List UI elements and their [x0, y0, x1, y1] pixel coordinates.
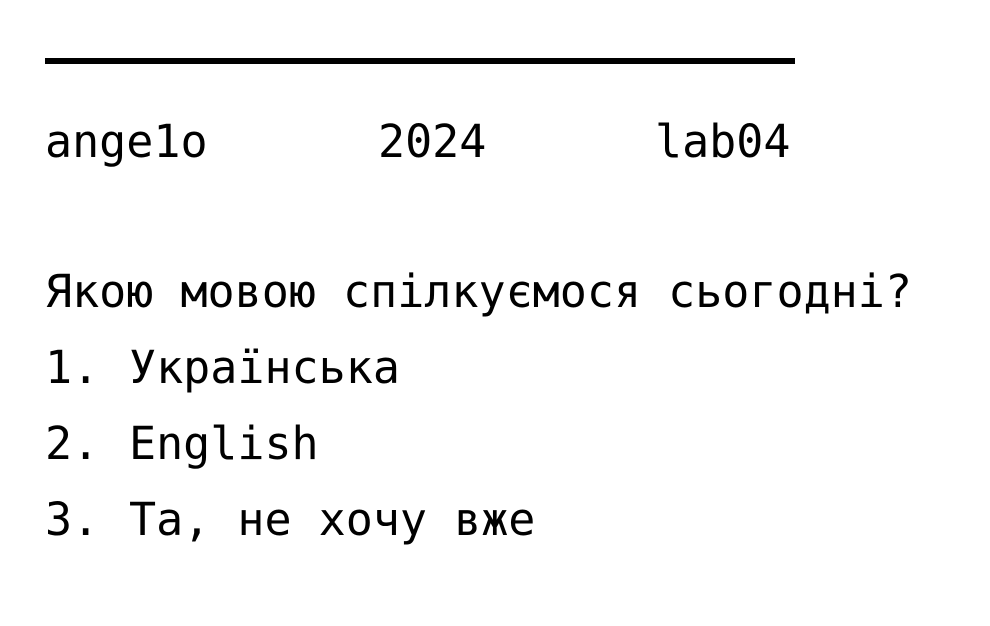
option-quit[interactable] — [45, 490, 535, 566]
options-list — [45, 338, 535, 566]
author-label: ange1o — [45, 115, 208, 168]
year-label: 2024 — [378, 115, 487, 168]
option-english[interactable] — [45, 414, 535, 490]
option-number: 2. — [45, 417, 100, 470]
option-ukrainian[interactable] — [45, 338, 535, 414]
option-label: Українська — [129, 341, 400, 394]
header-row — [0, 112, 990, 172]
option-label: English — [129, 417, 319, 470]
option-number: 3. — [45, 493, 100, 546]
header-divider — [45, 58, 795, 64]
question-text: Якою мовою спілкуємося сьогодні? — [45, 265, 912, 318]
lab-label: lab04 — [655, 115, 791, 168]
option-number: 1. — [45, 341, 100, 394]
option-label: Та, не хочу вже — [129, 493, 536, 546]
